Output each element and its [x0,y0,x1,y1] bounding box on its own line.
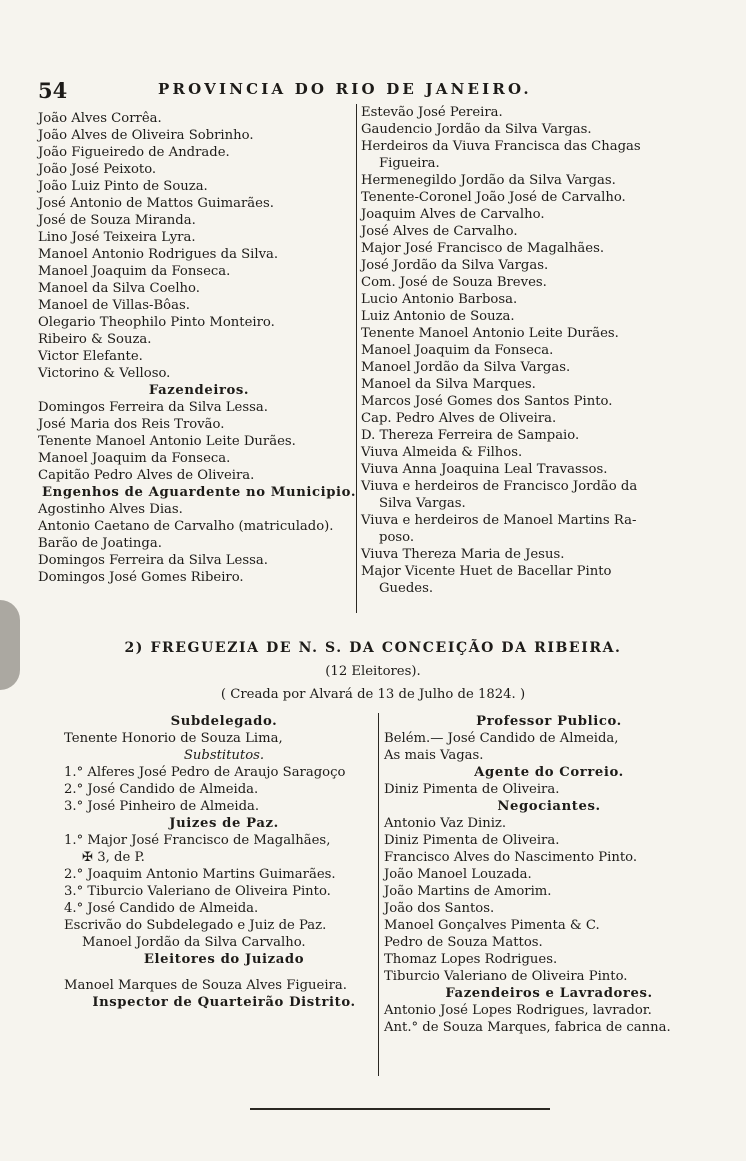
list-item: Manoel Marques de Souza Alves Figueira. [64,978,347,993]
list-item: Victorino & Velloso. [38,366,171,381]
list-item: Gaudencio Jordão da Silva Vargas. [361,122,592,137]
list-item: Substitutos. [183,748,265,763]
list-item: Manoel Gonçalves Pimenta & C. [384,918,600,933]
list-item: Luiz Antonio de Souza. [361,309,515,324]
bottom-left-column [64,713,384,1011]
section-subtitle: (12 Eleitores). [325,664,421,679]
list-item: Victor Elefante. [38,349,143,364]
list-item: Estevão José Pereira. [361,105,503,120]
list-item: Manoel Antonio Rodrigues da Silva. [38,247,279,262]
list-item: Antonio José Lopes Rodrigues, lavrador. [384,1003,652,1018]
list-item: Escrivão do Subdelegado e Juiz de Paz. [64,918,327,933]
list-item: Tenente-Coronel João José de Carvalho. [361,190,626,205]
engenhos-heading: Engenhos de Aguardente no Municipio. [41,485,357,500]
list-item: José Antonio de Mattos Guimarães. [38,196,274,211]
list-item: 2.° Joaquim Antonio Martins Guimarães. [64,867,336,882]
section-heading: Fazendeiros e Lavradores. [445,986,653,1001]
list-item: 1.° Major José Francisco de Magalhães, [64,833,331,848]
list-item: Joaquim Alves de Carvalho. [361,207,545,222]
list-item: poso. [379,530,415,545]
list-item: Hermenegildo Jordão da Silva Vargas. [361,173,616,188]
list-item: Marcos José Gomes dos Santos Pinto. [361,394,613,409]
list-item: José Alves de Carvalho. [361,224,518,239]
section-title: 2) FREGUEZIA DE N. S. DA CONCEIÇÃO DA RIBEIRA. [124,640,622,656]
list-item: João Alves de Oliveira Sobrinho. [38,128,254,143]
list-item: João Manoel Louzada. [384,867,532,882]
list-item: Cap. Pedro Alves de Oliveira. [361,411,557,426]
list-item: ✠ 3, de P. [82,850,145,865]
top-right-column [361,104,706,597]
list-item: 2.° José Candido de Almeida. [64,782,259,797]
list-item: 4.° José Candido de Almeida. [64,901,259,916]
section-note: ( Creada por Alvará de 13 de Julho de 1824. ) [220,687,526,702]
list-item: João dos Santos. [384,901,495,916]
footer-rule [250,1108,550,1110]
list-item: Herdeiros da Viuva Francisca das Chagas [361,139,641,154]
list-item: Major Vicente Huet de Bacellar Pinto [361,564,612,579]
list-item: Antonio Caetano de Carvalho (matriculado). [38,519,334,534]
list-item: Tenente Manoel Antonio Leite Durães. [361,326,619,341]
list-item: Thomaz Lopes Rodrigues. [384,952,558,967]
list-item: Lucio Antonio Barbosa. [361,292,518,307]
list-item: Com. José de Souza Breves. [361,275,547,290]
list-item: Diniz Pimenta de Oliveira. [384,782,560,797]
list-item: Agostinho Alves Dias. [38,502,183,517]
section-heading: Eleitores do Juizado [143,952,305,967]
list-item: Major José Francisco de Magalhães. [361,241,605,256]
fazendeiros-heading: Fazendeiros. [148,383,250,398]
list-item: Viuva Anna Joaquina Leal Travassos. [361,462,608,477]
list-item: Domingos José Gomes Ribeiro. [38,570,244,585]
list-item: João José Peixoto. [38,162,157,177]
column-rule-bottom [378,713,379,1076]
section-heading: Juizes de Paz. [169,816,279,831]
list-item: Francisco Alves do Nascimento Pinto. [384,850,638,865]
list-item: Manoel da Silva Coelho. [38,281,200,296]
section-heading: Inspector de Quarteirão Distrito. [92,995,356,1010]
list-item: Pedro de Souza Mattos. [384,935,543,950]
top-left-column [38,110,360,586]
list-item: Viuva Almeida & Filhos. [361,445,523,460]
list-item: Diniz Pimenta de Oliveira. [384,833,560,848]
section-heading: Professor Publico. [476,714,622,729]
list-item: Silva Vargas. [379,496,466,511]
list-item: Manoel Joaquim da Fonseca. [361,343,554,358]
list-item: Lino José Teixeira Lyra. [38,230,196,245]
list-item: João Luiz Pinto de Souza. [38,179,208,194]
list-item: Figueira. [379,156,440,171]
list-item: José de Souza Miranda. [38,213,196,228]
list-item [64,968,384,977]
list-item: Tiburcio Valeriano de Oliveira Pinto. [384,969,628,984]
list-item: Manoel Joaquim da Fonseca. [38,451,231,466]
list-item: João Alves Corrêa. [38,111,162,126]
list-item: Manoel Jordão da Silva Vargas. [361,360,571,375]
section-heading: Negociantes. [497,799,601,814]
list-item: Antonio Vaz Diniz. [384,816,507,831]
list-item: Viuva e herdeiros de Francisco Jordão da [361,479,638,494]
list-item: Manoel da Silva Marques. [361,377,536,392]
list-item: José Jordão da Silva Vargas. [361,258,549,273]
list-item: Manoel Jordão da Silva Carvalho. [82,935,306,950]
running-title: PROVINCIA DO RIO DE JANEIRO. [158,80,532,98]
list-item: João Martins de Amorim. [384,884,552,899]
list-item: Olegario Theophilo Pinto Monteiro. [38,315,275,330]
list-item: 3.° José Pinheiro de Almeida. [64,799,260,814]
list-item: Viuva e herdeiros de Manoel Martins Ra- [361,513,637,528]
page-number: 54 [38,78,68,103]
list-item: Guedes. [379,581,434,596]
list-item: D. Thereza Ferreira de Sampaio. [361,428,580,443]
list-item: Belém.— José Candido de Almeida, [384,731,619,746]
page-header [38,78,718,103]
list-item: As mais Vagas. [384,748,484,763]
list-item: João Figueiredo de Andrade. [38,145,230,160]
bottom-right-column [384,713,714,1036]
list-item: 3.° Tiburcio Valeriano de Oliveira Pinto. [64,884,331,899]
list-item: Capitão Pedro Alves de Oliveira. [38,468,255,483]
list-item: Manoel Joaquim da Fonseca. [38,264,231,279]
list-item: Tenente Manoel Antonio Leite Durães. [38,434,296,449]
list-item: Tenente Honorio de Souza Lima, [64,731,283,746]
list-item: Ant.° de Souza Marques, fabrica de canna. [384,1020,671,1035]
column-rule-top [356,104,357,613]
list-item: Manoel de Villas-Bôas. [38,298,190,313]
list-item: Domingos Ferreira da Silva Lessa. [38,400,268,415]
list-item: Ribeiro & Souza. [38,332,152,347]
list-item: Domingos Ferreira da Silva Lessa. [38,553,268,568]
list-item: Barão de Joatinga. [38,536,162,551]
section-heading: Agente do Correio. [474,765,624,780]
list-item: 1.° Alferes José Pedro de Araujo Saragoço [64,765,346,780]
section-heading: Subdelegado. [170,714,278,729]
list-item: Viuva Thereza Maria de Jesus. [361,547,565,562]
list-item: José Maria dos Reis Trovão. [38,417,225,432]
